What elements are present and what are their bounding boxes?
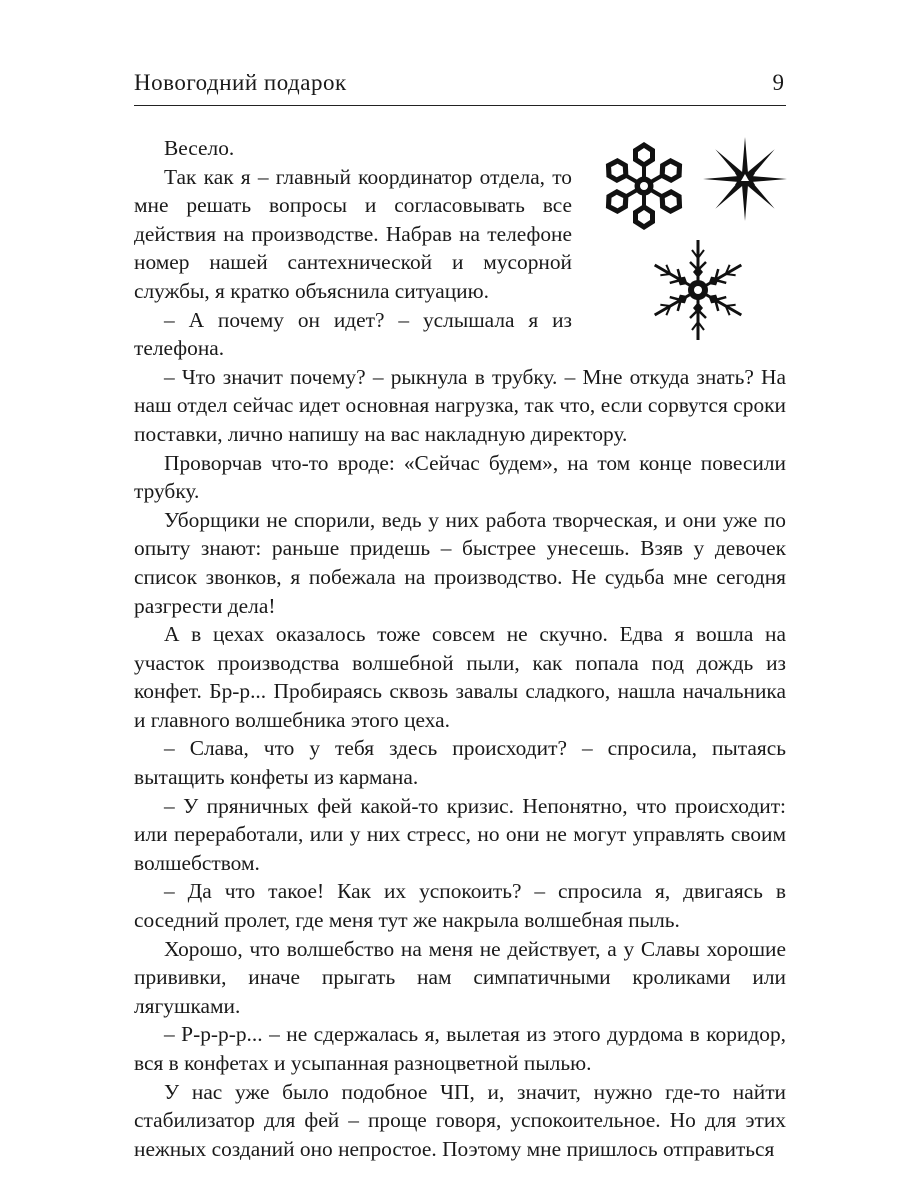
paragraph: У нас уже было подобное ЧП, и, значит, нужно где-то найти стабилизатор для фей – проще говоря, успокоительное. Но для этих нежных созданий оно непростое. Поэтому мне пришлось отправиться [134,1079,786,1161]
paragraph: Хорошо, что волшебство на меня не действует, а у Славы хорошие прививки, иначе прыгать нам симпатичными кроликами или лягушками. [134,936,786,1018]
body-text [134,134,786,1163]
paragraph: Так как я – главный координатор отдела, то мне решать вопросы и согласовывать все действия на производстве. Набрав на телефоне номер нашей сантехнической и мусорной службы, я кратко объяснила ситуацию. [134,164,572,303]
paragraph: – Что значит почему? – рыкнула в трубку. – Мне откуда знать? На наш отдел сейчас идет основная нагрузка, так что, если сорвутся сроки поставки, лично напишу на вас накладную директору. [134,364,786,446]
paragraph: Весело. [164,136,235,160]
header-rule [134,105,786,106]
running-title: Новогодний подарок [134,70,347,95]
paragraph: А в цехах оказалось тоже совсем не скучно. Едва я вошла на участок производства волшебной пыли, как попала под дождь из конфет. Бр-р... Пробираясь сквозь завалы сладкого, нашла начальника и главного волшебника этого цеха. [134,622,786,732]
paragraph: Проворчав что-то вроде: «Сейчас будем», на том конце повесили трубку. [134,450,786,504]
paragraph: – Р-р-р-р... – не сдержалась я, вылетая из этого дурдома в коридор, вся в конфетах и усыпанная разноцветной пылью. [134,1022,786,1075]
page-number: 9 [772,70,784,95]
paragraph: – А почему он идет? – услышала я из телефона. [134,307,572,361]
paragraph: – У пряничных фей какой-то кризис. Непонятно, что происходит: или переработали, или у них стресс, но они не могут управлять своим волшебством. [134,793,786,875]
paragraph: Уборщики не спорили, ведь у них работа творческая, и они уже по опыту знают: раньше придешь – быстрее унесешь. Взяв у девочек список звонков, я побежала на производство. Не судьба мне сегодня разгрести дела! [134,507,786,618]
paragraph: – Да что такое! Как их успокоить? – спросила я, двигаясь в соседний пролет, где меня тут же накрыла волшебная пыль. [134,879,786,933]
running-head [134,70,786,98]
paragraph: – Слава, что у тебя здесь происходит? – спросила, пытаясь вытащить конфеты из кармана. [134,736,786,790]
